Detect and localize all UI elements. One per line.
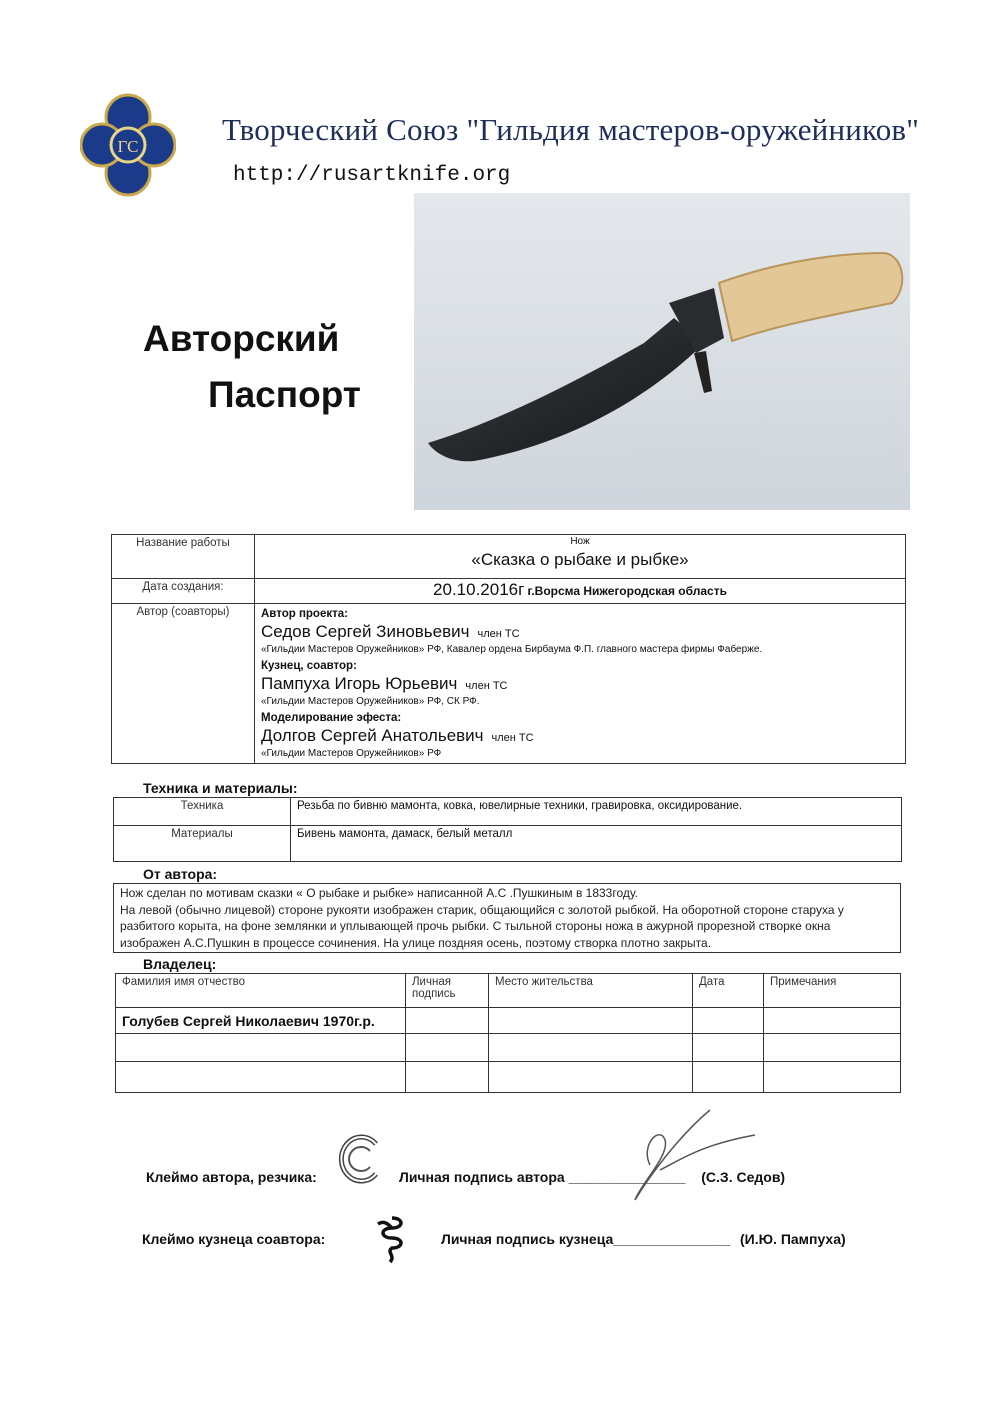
work-info-table [111, 534, 906, 764]
carver-stamp-label: Клеймо автора, резчика: [146, 1169, 317, 1185]
column-header: Личная подпись [406, 974, 489, 1008]
cell [764, 1034, 901, 1062]
cell [764, 1008, 901, 1034]
creation-place: г.Ворсма Нижегородская область [527, 584, 727, 598]
cell [406, 1034, 489, 1062]
technique-table [113, 797, 902, 862]
author-role: Автор проекта: [261, 608, 348, 620]
cell [693, 1062, 764, 1093]
cell [116, 1062, 406, 1093]
owner-name: Голубев Сергей Николаевич 1970г.р. [116, 1008, 406, 1034]
author-member: член ТС [477, 628, 520, 640]
author-note-line: Нож сделан по мотивам сказки « О рыбаке и рыбке» написанной А.С .Пушкиным в 1833году. [120, 886, 639, 900]
carver-stamp-icon [338, 1134, 382, 1184]
authors-label: Автор (соавторы) [112, 604, 255, 764]
cell [764, 1062, 901, 1093]
technique-value: Резьба по бивню мамонта, ковка, ювелирные техники, гравировка, оксидирование. [291, 798, 902, 826]
cell [489, 1034, 693, 1062]
smith-stamp-icon [374, 1214, 410, 1264]
author-signature-label: Личная подпись автора [399, 1169, 565, 1185]
date-label: Дата создания: [112, 579, 255, 604]
cell [693, 1008, 764, 1034]
owner-table [115, 973, 901, 1093]
doc-title-line1: Авторский [143, 318, 340, 359]
author-name: Пампуха Игорь Юрьевич [261, 674, 458, 693]
author-role: Кузнец, соавтор: [261, 660, 357, 672]
smith-signature-label: Личная подпись кузнеца [441, 1231, 614, 1247]
column-header: Дата [693, 974, 764, 1008]
author-details: «Гильдии Мастеров Оружейников» РФ [261, 748, 442, 759]
doc-title-line2: Паспорт [208, 374, 361, 415]
author-details: «Гильдии Мастеров Оружейников» РФ, Кавалер ордена Бирбаума Ф.П. главного мастера фирмы Фаберже. [261, 644, 763, 655]
smith-stamp-label: Клеймо кузнеца соавтора: [142, 1231, 326, 1247]
work-type: Нож [570, 536, 590, 547]
author-note-line: На левой (обычно лицевой) стороне рукояти изображен старик, общающийся с золотой рыбкой. На оборотной стороне старуха у разбитого корыта, на фоне землянки и уплывающей прочь рыбки. С тыльной стороны ножа в ажурной прорезной створке окна изображен А.С.Пушкин в процессе сочинения. На улице поздняя осень, поэтому створка плотно закрыта. [120, 902, 844, 950]
technique-label: Техника [114, 798, 291, 826]
authors-list [255, 604, 906, 764]
smith-printed-name: (И.Ю. Пампуха) [739, 1231, 846, 1247]
author-member: член ТС [491, 732, 534, 744]
cell [693, 1034, 764, 1062]
svg-text:ГС: ГС [117, 137, 139, 156]
cell [489, 1008, 693, 1034]
author-details: «Гильдии Мастеров Оружейников» РФ, СК РФ. [261, 696, 480, 707]
cell [116, 1034, 406, 1062]
from-author-section-title: От автора: [143, 866, 218, 882]
table-row [116, 1008, 901, 1034]
column-header: Фамилия имя отчество [116, 974, 406, 1008]
author-name: Седов Сергей Зиновьевич [261, 622, 470, 641]
owner-section-title: Владелец: [143, 956, 217, 972]
work-name-label: Название работы [112, 535, 255, 579]
knife-photo [414, 193, 910, 510]
work-title: «Сказка о рыбаке и рыбке» [471, 550, 689, 569]
table-row [116, 1034, 901, 1062]
table-row [116, 1062, 901, 1093]
technique-section-title: Техника и материалы: [143, 780, 298, 796]
website-link[interactable]: http://rusartknife.org [233, 164, 511, 187]
author-signature-icon [620, 1105, 760, 1205]
column-header: Место жительства [489, 974, 693, 1008]
column-header: Примечания [764, 974, 901, 1008]
smith-signature-line: _______________ [613, 1231, 731, 1247]
organization-title: Творческий Союз "Гильдия мастеров-оружейников" [222, 112, 920, 147]
author-member: член ТС [465, 680, 508, 692]
creation-date: 20.10.2016г [433, 580, 525, 599]
author-note [113, 883, 901, 953]
materials-label: Материалы [114, 826, 291, 862]
author-name: Долгов Сергей Анатольевич [261, 726, 484, 745]
author-role: Моделирование эфеста: [261, 712, 402, 724]
cell [406, 1008, 489, 1034]
cell [406, 1062, 489, 1093]
author-signature-line: _______________ [568, 1169, 686, 1185]
author-printed-name: (С.З. Седов) [701, 1169, 786, 1185]
cell [489, 1062, 693, 1093]
materials-value: Бивень мамонта, дамаск, белый металл [291, 826, 902, 862]
guild-logo [80, 93, 176, 197]
